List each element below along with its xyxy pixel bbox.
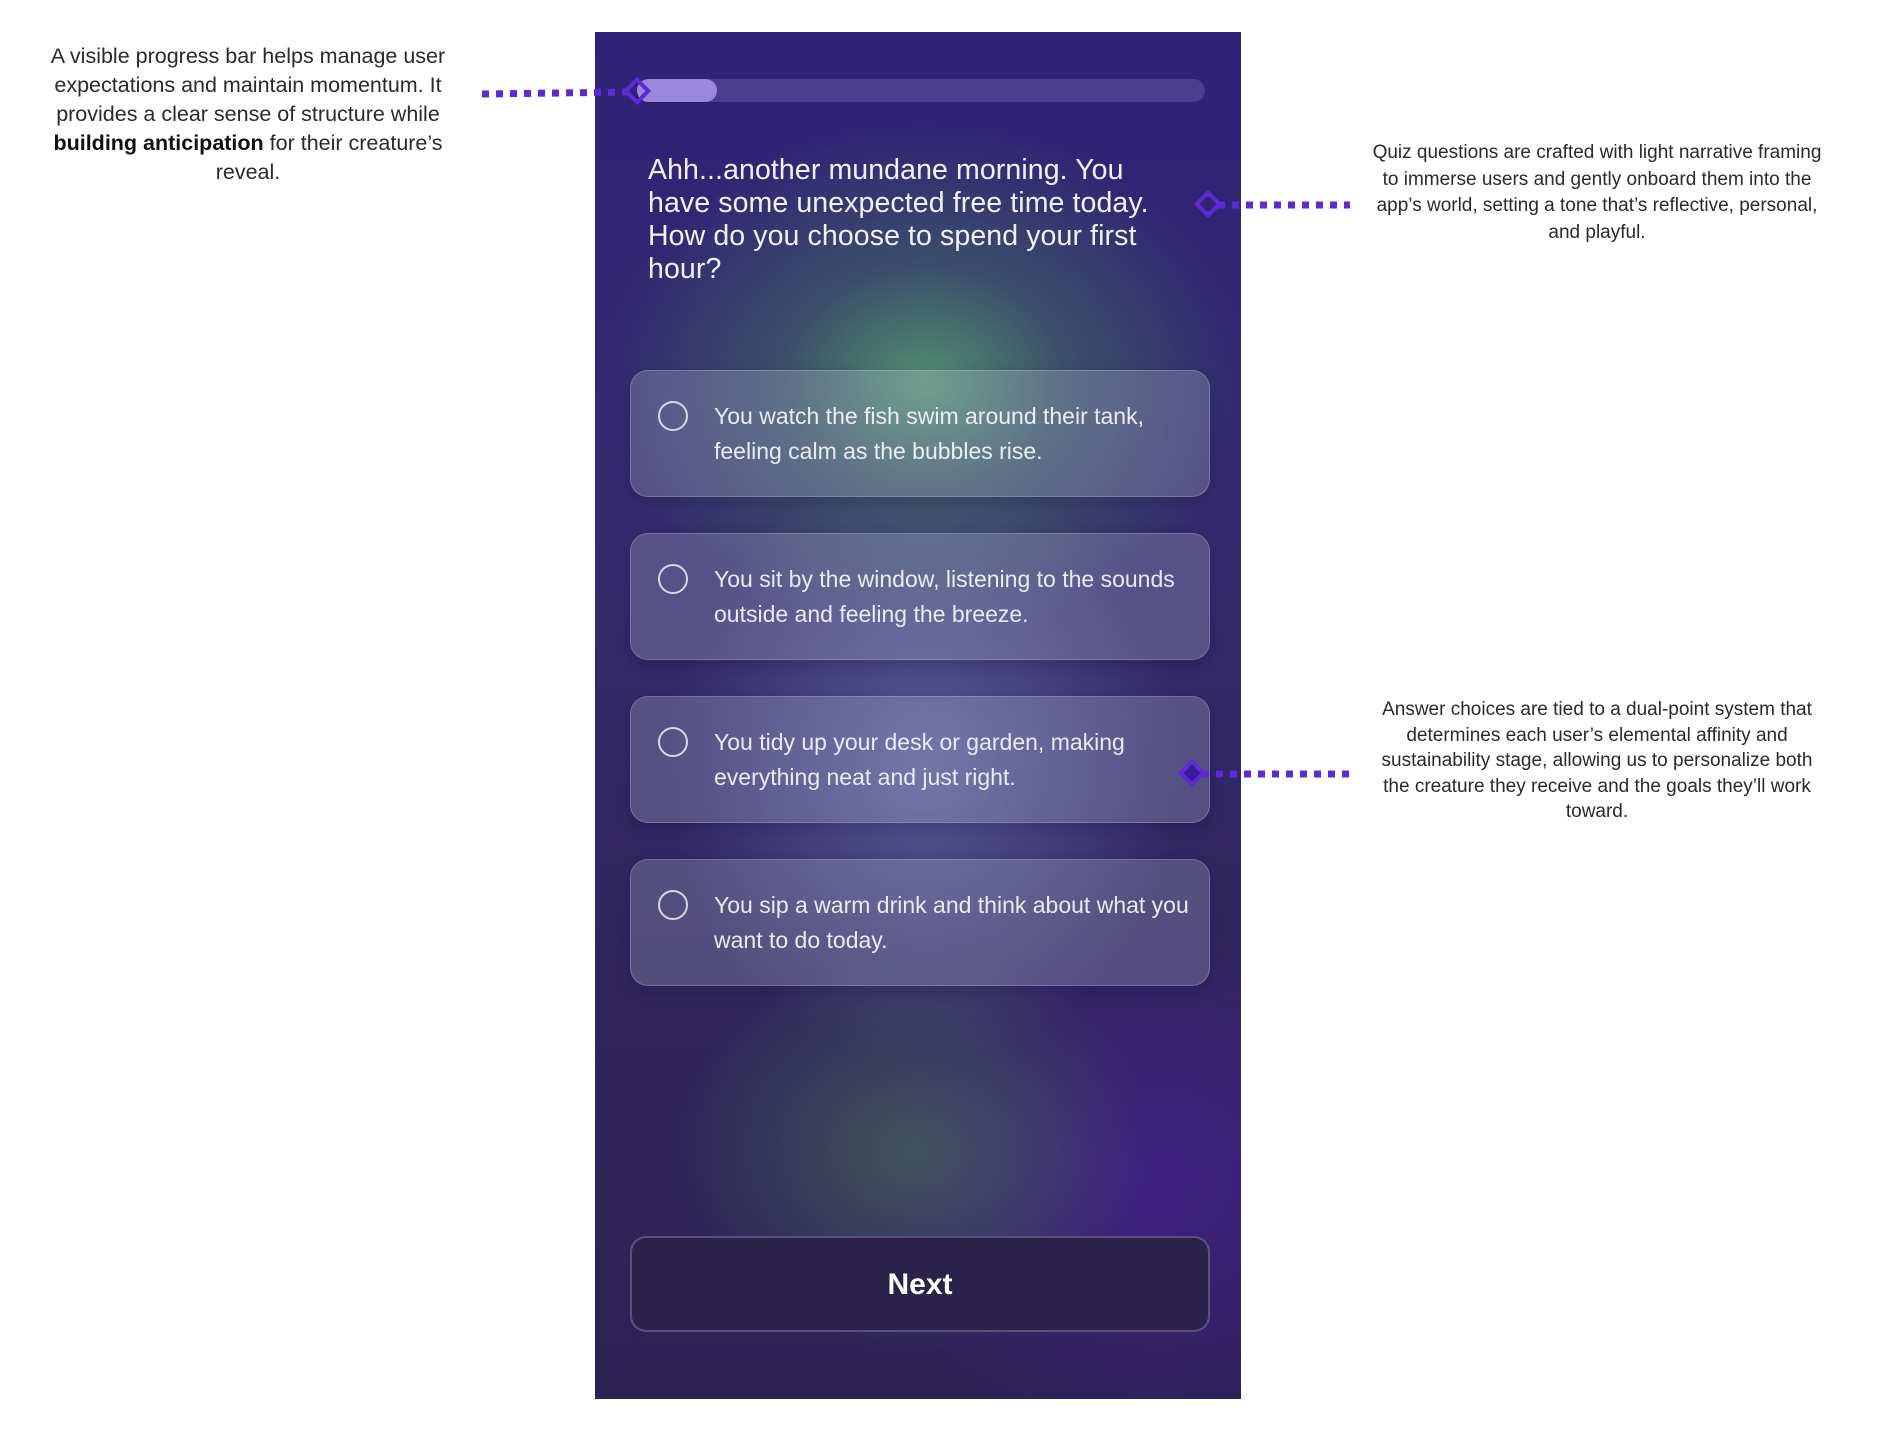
answer-option-label: You sit by the window, listening to the sounds outside and feeling the breeze. [714,566,1175,627]
radio-circle-icon[interactable] [658,727,688,757]
answer-option-3[interactable] [630,696,1210,823]
answer-option-2[interactable] [630,533,1210,660]
progress-annotation-tail: for their creature’s reveal. [215,131,443,184]
progress-bar-fill [637,79,717,102]
next-button[interactable]: Next [630,1236,1210,1332]
radio-circle-icon[interactable] [658,890,688,920]
quiz-question: Ahh...another mundane morning. You have some unexpected free time today. How do you choose to spend your first hour? [648,154,1149,285]
progress-bar [637,79,1205,102]
progress-annotation-text: A visible progress bar helps manage user expectations and maintain momentum. It provides a clear sense of structure while [50,44,446,126]
progress-annotation-bold: building anticipation [53,131,264,155]
answer-option-1[interactable] [630,370,1210,497]
radio-circle-icon[interactable] [658,401,688,431]
answer-option-4[interactable] [630,859,1210,986]
answer-option-label: You sip a warm drink and think about what you want to do today. [714,892,1189,953]
answer-option-label: You tidy up your desk or garden, making everything neat and just right. [714,729,1125,790]
answer-options [630,370,1210,1022]
question-annotation: Quiz questions are crafted with light narrative framing to immerse users and gently onboard them into the app’s world, setting a tone that’s reflective, personal, and playful. [1372,142,1822,243]
radio-circle-icon[interactable] [658,564,688,594]
progress-bar-annotation [28,42,468,187]
answers-annotation: Answer choices are tied to a dual-point system that determines each user’s elemental affinity and sustainability stage, allowing us to personalize both the creature they receive and the goals they’ll work toward. [1381,699,1813,822]
answer-option-label: You watch the fish swim around their tank, feeling calm as the bubbles rise. [714,403,1144,464]
quiz-screen [595,32,1241,1399]
